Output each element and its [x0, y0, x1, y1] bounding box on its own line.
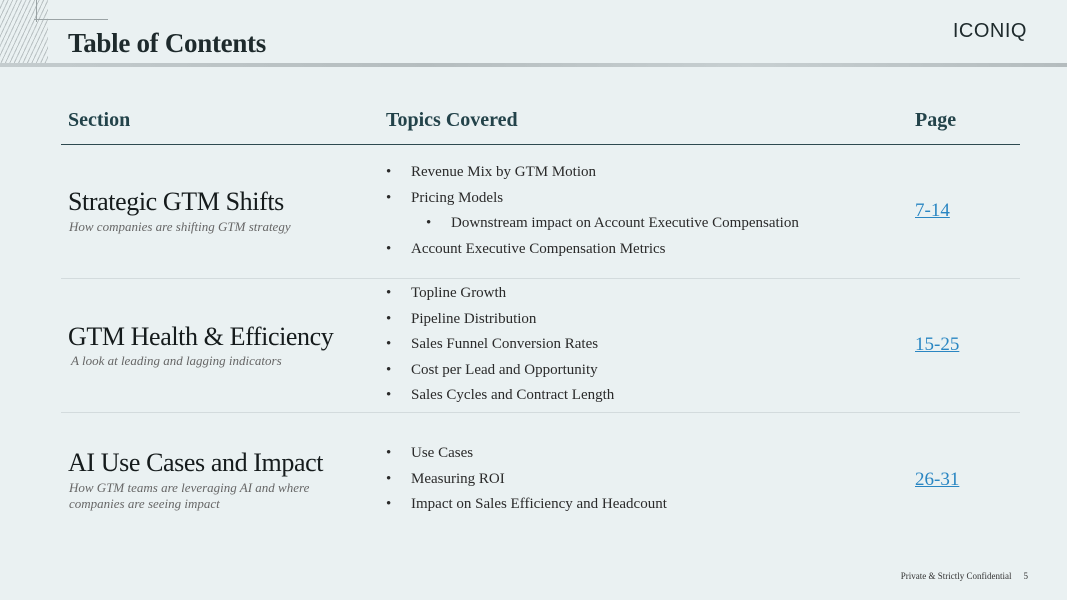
corner-hatch-decoration — [0, 0, 48, 66]
column-header-page: Page — [915, 109, 957, 131]
row-divider — [61, 278, 1020, 279]
page-title: Table of Contents — [68, 28, 266, 58]
header-divider-bar — [0, 63, 1067, 67]
section-title-strategic-gtm-shifts: Strategic GTM Shifts — [68, 187, 284, 216]
section-subtitle: A look at leading and lagging indicators — [71, 353, 282, 368]
footer — [901, 571, 1028, 581]
confidential-notice: Private & Strictly Confidential — [900, 571, 1012, 581]
list-item: • Pricing Models — [386, 190, 799, 216]
header-rule — [61, 144, 1020, 145]
list-item: • Account Executive Compensation Metrics — [386, 241, 799, 267]
section-title-gtm-health-efficiency: GTM Health & Efficiency — [68, 322, 334, 351]
section-title-ai-use-cases: AI Use Cases and Impact — [68, 448, 324, 477]
list-item: • Use Cases — [386, 445, 667, 471]
column-header-topics: Topics Covered — [386, 109, 518, 131]
page-number: 5 — [1023, 571, 1028, 581]
list-item: • Sales Cycles and Contract Length — [386, 387, 614, 413]
list-item: • Impact on Sales Efficiency and Headcount — [386, 496, 667, 522]
list-item-sub: • Downstream impact on Account Executive Compensation — [386, 215, 799, 241]
row-divider — [61, 412, 1020, 413]
list-item: • Pipeline Distribution — [386, 311, 614, 337]
list-item: • Revenue Mix by GTM Motion — [386, 164, 799, 190]
page-link-7-14[interactable]: 7-14 — [915, 200, 950, 221]
iconiq-logo: ICONIQ — [952, 20, 1027, 42]
list-item: • Topline Growth — [386, 285, 614, 311]
corner-horizontal-line — [34, 19, 108, 20]
column-header-section: Section — [68, 109, 131, 131]
topics-list — [386, 285, 614, 413]
list-item: • Measuring ROI — [386, 471, 667, 497]
section-subtitle: How companies are shifting GTM strategy — [69, 219, 291, 234]
section-subtitle: How GTM teams are leveraging AI and where companies are seeing impact — [69, 480, 310, 511]
topics-list — [386, 445, 667, 522]
list-item: • Sales Funnel Conversion Rates — [386, 336, 614, 362]
page-link-26-31[interactable]: 26-31 — [915, 469, 960, 490]
list-item: • Cost per Lead and Opportunity — [386, 362, 614, 388]
topics-list — [386, 164, 799, 266]
page-link-15-25[interactable]: 15-25 — [915, 334, 960, 355]
